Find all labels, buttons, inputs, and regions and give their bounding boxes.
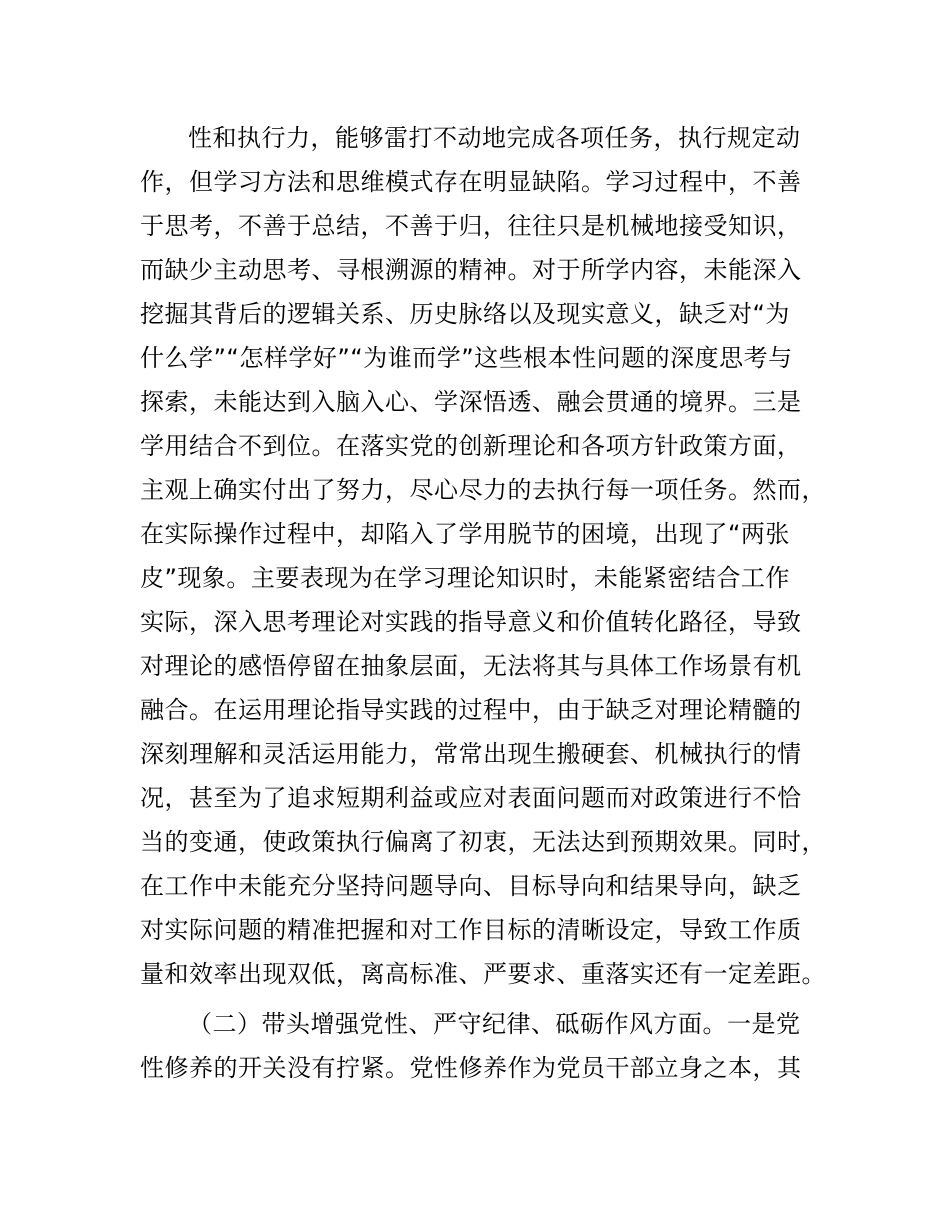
- paragraph-1-line-16: 况，甚至为了追求短期利益或应对表面问题而对政策进行不恰: [140, 784, 802, 812]
- paragraph-1-line-20: 量和效率出现双低，离高标准、严要求、重落实还有一定差距。: [140, 960, 826, 988]
- paragraph-1-line-14: 融合。在运用理论指导实践的过程中，由于缺乏对理论精髓的: [140, 696, 802, 724]
- paragraph-1-line-11: 皮”现象。主要表现为在学习理论知识时，未能紧密结合工作: [140, 564, 790, 592]
- paragraph-1-line-2: 作，但学习方法和思维模式存在明显缺陷。学习过程中，不善: [140, 168, 802, 196]
- paragraph-1-line-13: 对理论的感悟停留在抽象层面，无法将其与具体工作场景有机: [140, 652, 802, 680]
- paragraph-1-line-5: 挖掘其背后的逻辑关系、历史脉络以及现实意义，缺乏对“为: [140, 300, 790, 328]
- paragraph-1-line-3: 于思考，不善于总结，不善于归，往往只是机械地接受知识，: [140, 212, 802, 240]
- paragraph-1-line-8: 学用结合不到位。在落实党的创新理论和各项方针政策方面，: [140, 432, 802, 460]
- paragraph-2-line-2: 性修养的开关没有拧紧。党性修养作为党员干部立身之本，其: [140, 1054, 802, 1082]
- paragraph-1-line-10: 在实际操作过程中，却陷入了学用脱节的困境，出现了“两张: [140, 520, 790, 548]
- paragraph-1-line-6: 什么学”“怎样学好”“为谁而学”这些根本性问题的深度思考与: [140, 344, 793, 372]
- paragraph-2-line-1: （二）带头增强党性、严守纪律、砥砺作风方面。一是党: [188, 1010, 801, 1038]
- paragraph-1-line-1: 性和执行力，能够雷打不动地完成各项任务，执行规定动: [188, 124, 801, 152]
- paragraph-1-line-18: 在工作中未能充分坚持问题导向、目标导向和结果导向，缺乏: [140, 872, 802, 900]
- paragraph-1-line-4: 而缺少主动思考、寻根溯源的精神。对于所学内容，未能深入: [140, 256, 802, 284]
- paragraph-1-line-19: 对实际问题的精准把握和对工作目标的清晰设定，导致工作质: [140, 916, 802, 944]
- paragraph-1-line-12: 实际，深入思考理论对实践的指导意义和价值转化路径，导致: [140, 608, 802, 636]
- paragraph-1-line-9: 主观上确实付出了努力，尽心尽力的去执行每一项任务。然而，: [140, 476, 826, 504]
- paragraph-1-line-7: 探索，未能达到入脑入心、学深悟透、融会贯通的境界。三是: [140, 388, 802, 416]
- paragraph-1-line-17: 当的变通，使政策执行偏离了初衷，无法达到预期效果。同时，: [140, 828, 826, 856]
- paragraph-1-line-15: 深刻理解和灵活运用能力，常常出现生搬硬套、机械执行的情: [140, 740, 802, 768]
